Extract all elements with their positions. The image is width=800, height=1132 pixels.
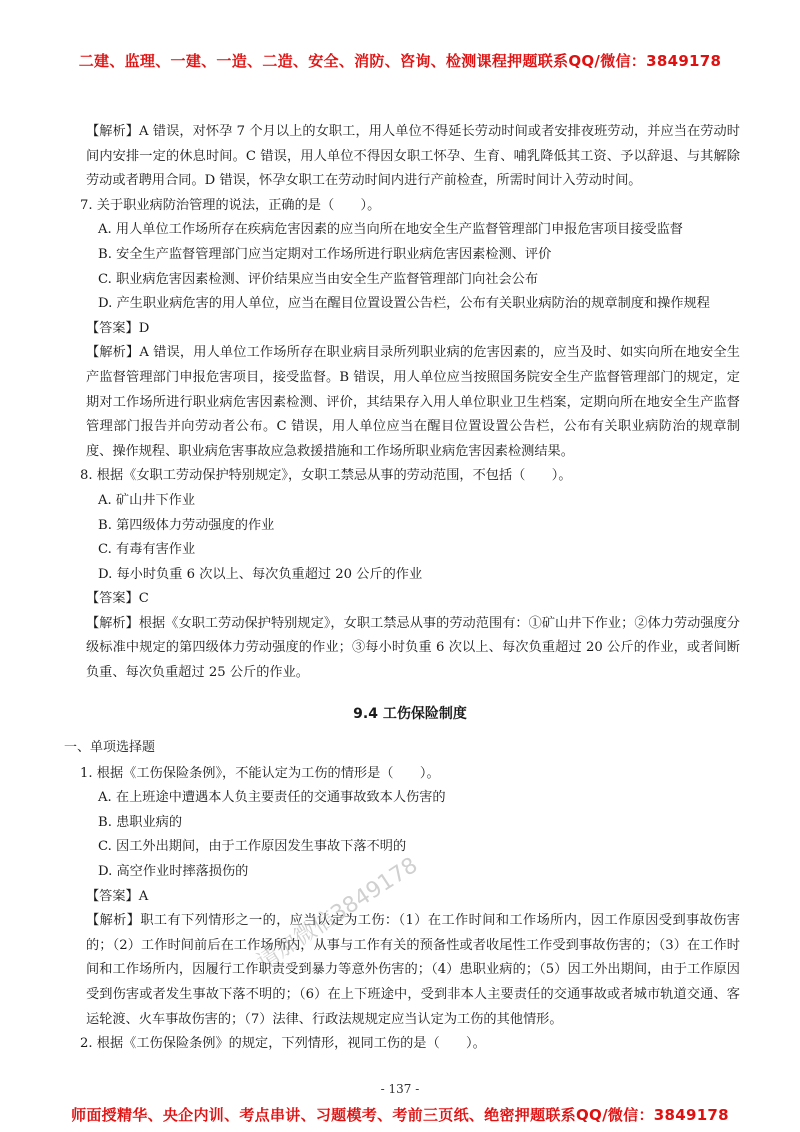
section-question-1-option-d: D. 高空作业时摔落损伤的 — [98, 864, 249, 880]
section-question-1-answer: 【答案】A — [86, 888, 149, 904]
question-8-option-c: C. 有毒有害作业 — [98, 542, 196, 558]
question-8-explanation: 【解析】根据《女职工劳动保护特别规定》，女职工禁忌从事的劳动范围有：①矿山井下作业；②体力劳动强度分级标准中规定的第四级体力劳动强度的作业；③每小时负重 6 次以上、每次负重超过 20 公斤的作业，或者间断负重、每次负重超过 25 公斤的作业。 — [86, 615, 740, 681]
question-7-option-b: B. 安全生产监督管理部门应当定期对工作场所进行职业病危害因素检测、评价 — [98, 246, 552, 262]
top-ad-banner: 二建、监理、一建、一造、二造、安全、消防、咨询、检测课程押题联系QQ/微信：3849178 — [78, 52, 722, 70]
question-8-option-a: A. 矿山井下作业 — [98, 492, 196, 508]
question-7-option-d: D. 产生职业病危害的用人单位，应当在醒目位置设置公告栏，公布有关职业病防治的规章制度和操作规程 — [98, 296, 710, 312]
page-number: - 137 - — [380, 1082, 420, 1096]
question-8-stem: 8. 根据《女职工劳动保护特别规定》，女职工禁忌从事的劳动范围，不包括（ ）。 — [80, 468, 572, 484]
question-8-answer: 【答案】C — [86, 591, 149, 607]
section-question-1-option-b: B. 患职业病的 — [98, 814, 183, 830]
question-7-explanation: 【解析】A 错误，用人单位工作场所存在职业病目录所列职业病的危害因素的，应当及时、如实向所在地安全生产监督管理部门申报危害项目，接受监督。B 错误，用人单位应当按照国务院安全生产监督管理部门的规定，定期对工作场所进行职业病危害因素检测、评价，其结果存入用人单位职业卫生档案，定期向所在地安全生产监督管理部门报告并向劳动者公布。C 错误，用人单位应当在醒目位置设置公告栏，公布有关职业病防治的规章制度、操作规程、职业病危害事故应急救援措施和工作场所职业病危害因素检测结果。 — [86, 345, 740, 459]
section-question-1-option-c: C. 因工外出期间，由于工作原因发生事故下落不明的 — [98, 839, 407, 855]
bottom-ad-banner: 师面授精华、央企内训、考点串讲、习题模考、考前三页纸、绝密押题联系QQ/微信：3849178 — [71, 1106, 729, 1124]
question-7-answer: 【答案】D — [86, 320, 150, 336]
question-8-option-b: B. 第四级体力劳动强度的作业 — [98, 517, 275, 533]
section-question-1-stem: 1. 根据《工伤保险条例》，不能认定为工伤的情形是（ ）。 — [80, 765, 440, 781]
section-question-1-explanation: 【解析】职工有下列情形之一的，应当认定为工伤：（1）在工作时间和工作场所内，因工作原因受到事故伤害的；（2）工作时间前后在工作场所内，从事与工作有关的预备性或者收尾性工作受到事故伤害的；（3）在工作时间和工作场所内，因履行工作职责受到暴力等意外伤害的；（4）患职业病的；（5）因工外出期间，由于工作原因受到伤害或者发生事故下落不明的；（6）在上下班途中，受到非本人主要责任的交通事故或者城市轨道交通、客运轮渡、火车事故伤害的；（7）法律、行政法规规定应当认定为工伤的其他情形。 — [86, 913, 740, 1027]
watermark: 请加微信3849178 — [252, 852, 423, 976]
section-question-1-option-a: A. 在上班途中遭遇本人负主要责任的交通事故致本人伤害的 — [98, 790, 446, 806]
section-question-2-stem: 2. 根据《工伤保险条例》的规定，下列情形，视同工伤的是（ ）。 — [80, 1036, 486, 1052]
subsection-heading: 一、单项选择题 — [64, 739, 156, 755]
previous-explanation: 【解析】A 错误，对怀孕 7 个月以上的女职工，用人单位不得延长劳动时间或者安排夜班劳动，并应当在劳动时间内安排一定的休息时间。C 错误，用人单位不得因女职工怀孕、生育、哺乳降低其工资、予以辞退、与其解除劳动或者聘用合同。D 错误，怀孕女职工在劳动时间内进行产前检查，所需时间计入劳动时间。 — [86, 124, 740, 189]
question-8-option-d: D. 每小时负重 6 次以上、每次负重超过 20 公斤的作业 — [98, 566, 423, 582]
question-7-option-a: A. 用人单位工作场所存在疾病危害因素的应当向所在地安全生产监督管理部门申报危害项目接受监督 — [98, 222, 683, 238]
question-7-option-c: C. 职业病危害因素检测、评价结果应当由安全生产监督管理部门向社会公布 — [98, 271, 539, 287]
section-title: 9.4 工伤保险制度 — [353, 705, 467, 722]
page-content — [64, 120, 740, 1057]
question-7-stem: 7. 关于职业病防治管理的说法，正确的是（ ）。 — [80, 197, 381, 213]
